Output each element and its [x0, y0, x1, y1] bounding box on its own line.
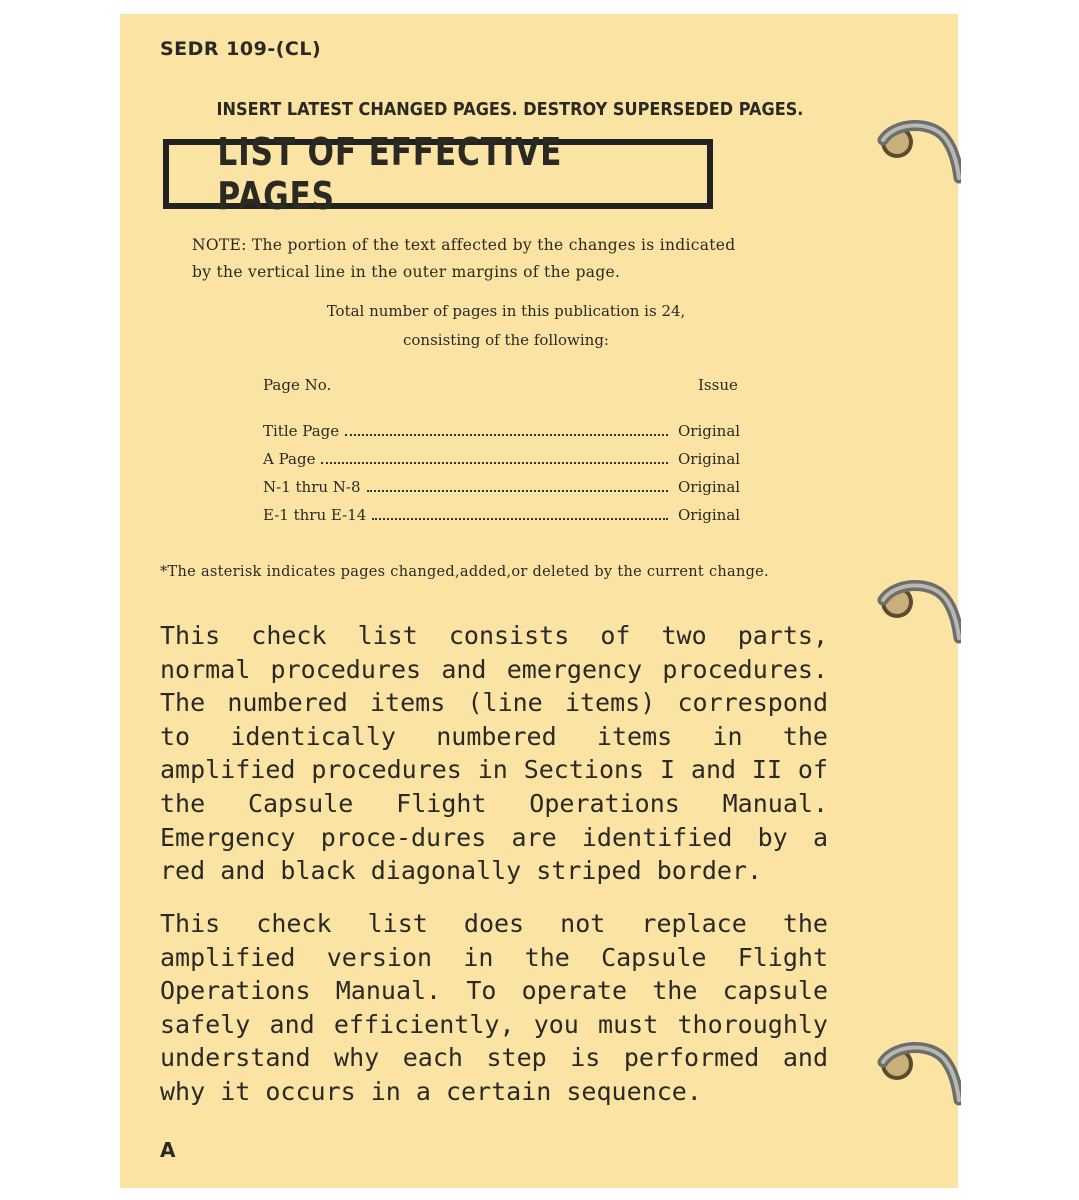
document-page: [120, 14, 958, 1188]
column-header-issue: Issue: [698, 376, 738, 394]
row-issue: Original: [678, 506, 741, 524]
effective-pages-table: [263, 422, 748, 534]
row-page: A Page: [263, 450, 316, 468]
body-paragraph: This check list consists of two parts, normal procedures and emergency procedures. The numbered items (line items) correspond to identically numbered items in the amplified procedures in Sections I and II of the Capsule Flight Operations Manual. Emergency proce-dures are identified by a red and black diagonally striped border.: [160, 621, 828, 886]
table-row: [263, 478, 748, 506]
table-row: [263, 506, 748, 534]
title-box: [163, 130, 713, 218]
total-line-2: consisting of the following:: [403, 331, 609, 349]
note-line-1: NOTE: The portion of the text affected by the changes is indicated: [192, 236, 736, 254]
instruction-line: INSERT LATEST CHANGED PAGES. DESTROY SUPERSEDED PAGES.: [216, 100, 804, 120]
row-page: N-1 thru N-8: [263, 478, 361, 496]
total-line-1: Total number of pages in this publication is 24,: [326, 302, 686, 320]
binder-ring-icon: [875, 1040, 961, 1110]
asterisk-note: *The asterisk indicates pages changed,added,or deleted by the current change.: [160, 564, 769, 580]
column-header-page: Page No.: [263, 376, 332, 394]
leader-dots: [345, 434, 668, 436]
leader-dots: [372, 518, 668, 520]
row-page: Title Page: [263, 422, 340, 440]
row-page: E-1 thru E-14: [263, 506, 367, 524]
table-row: [263, 450, 748, 478]
row-issue: Original: [678, 450, 741, 468]
note-line-2: by the vertical line in the outer margins of the page.: [192, 263, 621, 281]
note: [192, 232, 852, 286]
binder-ring-icon: [875, 118, 961, 188]
binder-ring-icon: [875, 578, 961, 648]
total-pages: [120, 297, 892, 355]
leader-dots: [321, 462, 668, 464]
page-title: LIST OF EFFECTIVE PAGES: [217, 130, 563, 218]
leader-dots: [367, 490, 668, 492]
row-issue: Original: [678, 422, 741, 440]
row-issue: Original: [678, 478, 741, 496]
document-id: SEDR 109-(CL): [160, 38, 322, 60]
page-letter: A: [160, 1138, 176, 1162]
body-paragraph: This check list does not replace the amplified version in the Capsule Flight Operations Manual. To operate the capsule safely and efficiently, you must thoroughly understand why each step is performed and why it occurs in a certain sequence.: [160, 909, 828, 1106]
table-row: [263, 422, 748, 450]
